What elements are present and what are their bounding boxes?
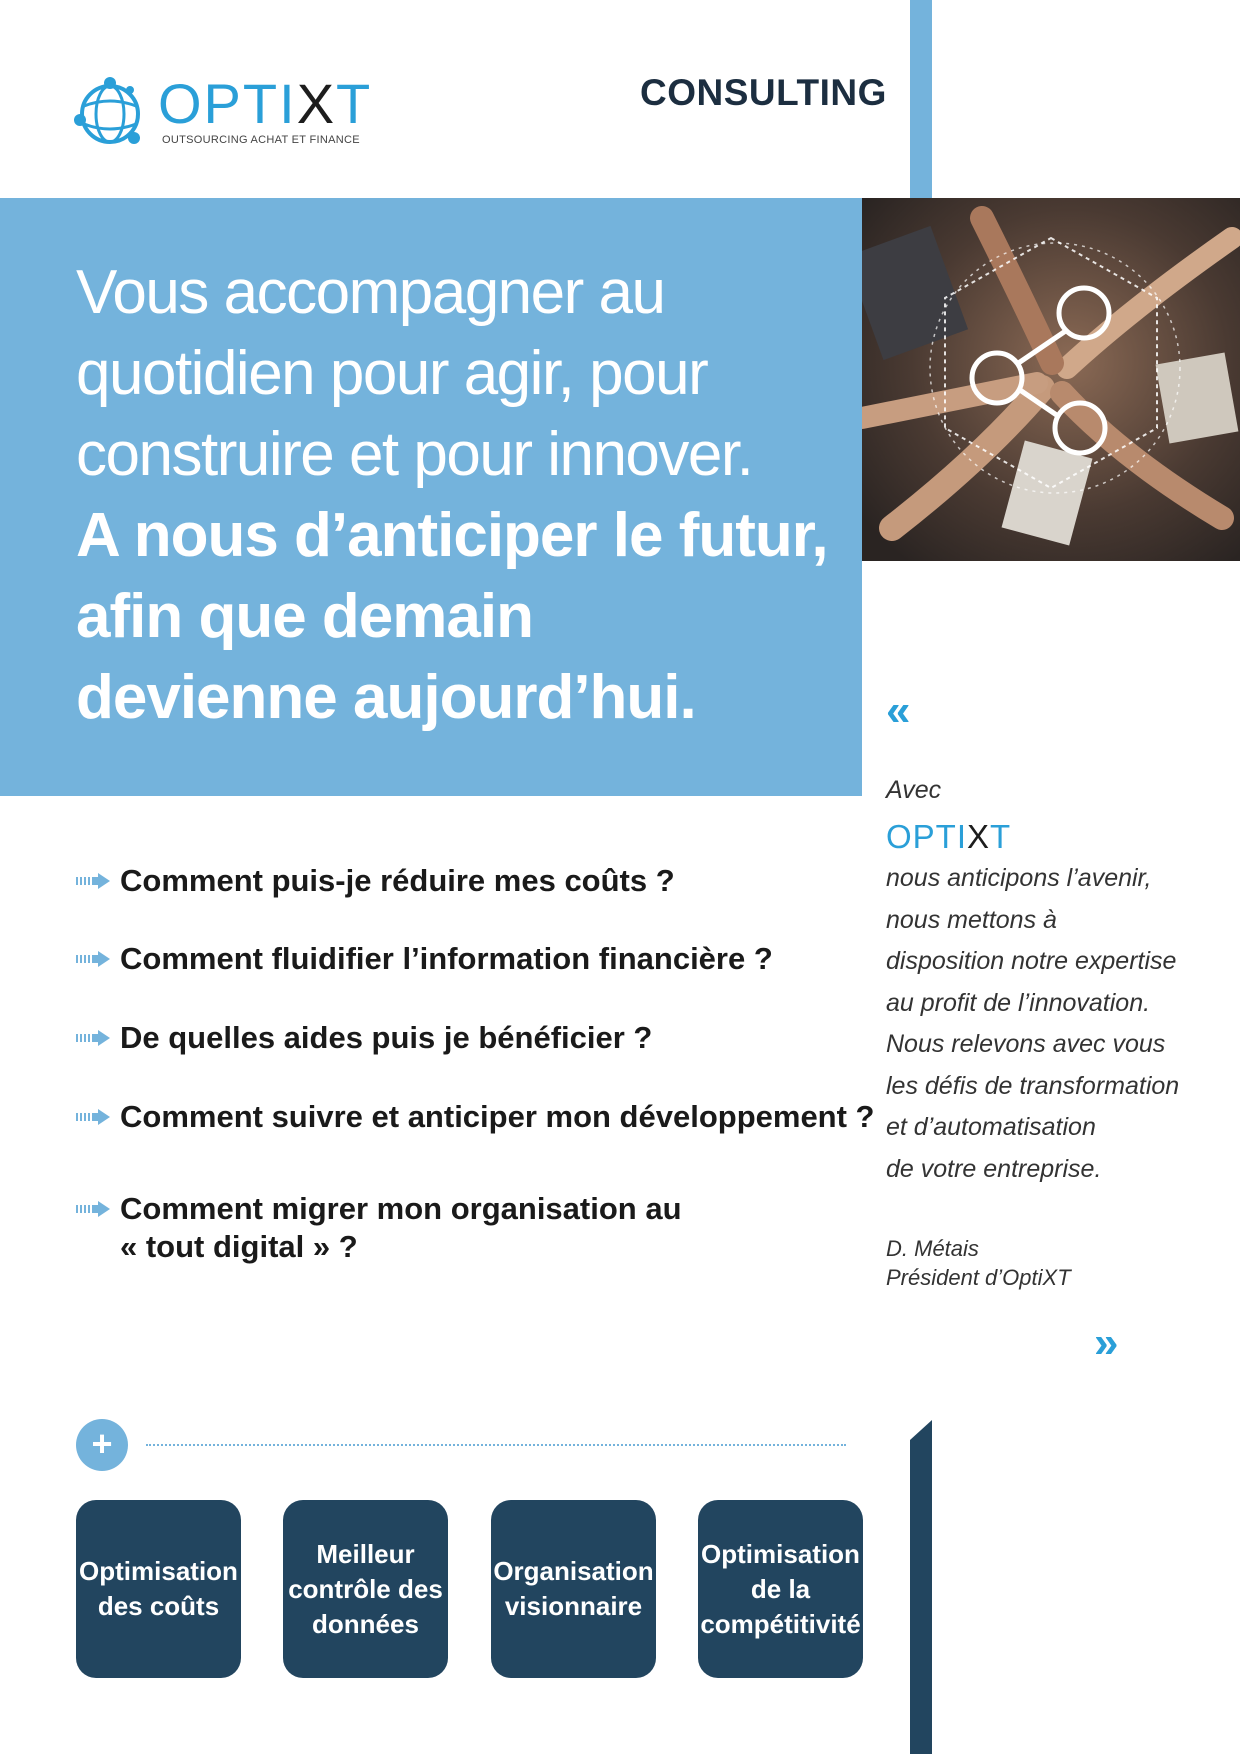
benefit-label: Organisation visionnaire [493, 1556, 654, 1621]
question-text: De quelles aides puis je bénéficier ? [120, 1020, 653, 1055]
section-label: CONSULTING [640, 72, 887, 113]
hero-line-bold: A nous d’anticiper le futur, [76, 501, 828, 570]
question-text: Comment migrer mon organisation au « tout digital » ? [120, 1191, 682, 1264]
benefit-label: Meilleur contrôle des données [288, 1538, 443, 1639]
logo-wordmark: OPTIXT [158, 72, 373, 135]
dotted-divider [146, 1444, 846, 1446]
quote-intro: Avec [886, 776, 942, 804]
question-item [76, 1190, 876, 1266]
network-globe-icon [72, 76, 148, 152]
quote-brand-logo: OPTIXT [886, 818, 1012, 855]
teamwork-photo [862, 198, 1240, 561]
quote-open-mark: « [886, 686, 911, 735]
optixt-logo [72, 72, 392, 152]
hero-block [0, 198, 862, 796]
question-item [76, 862, 876, 900]
question-text: Comment puis-je réduire mes coûts ? [120, 863, 675, 898]
accent-bar-bottom [910, 1440, 932, 1754]
question-item [76, 1098, 876, 1136]
arrow-bullet-icon [76, 873, 110, 889]
hero-line: quotidien pour agir, pour [76, 339, 708, 408]
plus-icon: + [76, 1419, 128, 1471]
benefit-box [283, 1500, 448, 1678]
arrow-bullet-icon [76, 1109, 110, 1125]
quote-body: nous anticipons l’avenir, nous mettons à disposition notre expertise au profit de l’innovation. Nous relevons avec vous les défis de transformation et d’automatisation de votre entreprise. [886, 864, 1180, 1183]
question-item [76, 1019, 876, 1057]
question-item [76, 940, 876, 978]
hero-text [76, 252, 856, 738]
arrow-bullet-icon [76, 1030, 110, 1046]
hero-line-bold: afin que demain [76, 582, 533, 651]
benefit-label: Optimisation des coûts [79, 1556, 238, 1621]
benefit-box [698, 1500, 863, 1678]
quote-signature: D. Métais Président d’OptiXT [886, 1236, 1071, 1290]
hero-line: construire et pour innover. [76, 420, 753, 489]
teamwork-hands-image [862, 198, 1240, 561]
question-text: Comment suivre et anticiper mon développement ? [120, 1099, 875, 1134]
benefit-box [76, 1500, 241, 1678]
logo-tagline: OUTSOURCING ACHAT ET FINANCE [162, 134, 360, 146]
hero-line-bold: devienne aujourd’hui. [76, 663, 696, 732]
arrow-bullet-icon [76, 951, 110, 967]
hero-line: Vous accompagner au [76, 258, 665, 327]
benefit-box [491, 1500, 656, 1678]
benefit-label: Optimisation de la compétitivité [700, 1538, 861, 1639]
question-text: Comment fluidifier l’information financière ? [120, 941, 773, 976]
arrow-bullet-icon [76, 1201, 110, 1217]
quote-close-mark: » [1094, 1318, 1119, 1367]
